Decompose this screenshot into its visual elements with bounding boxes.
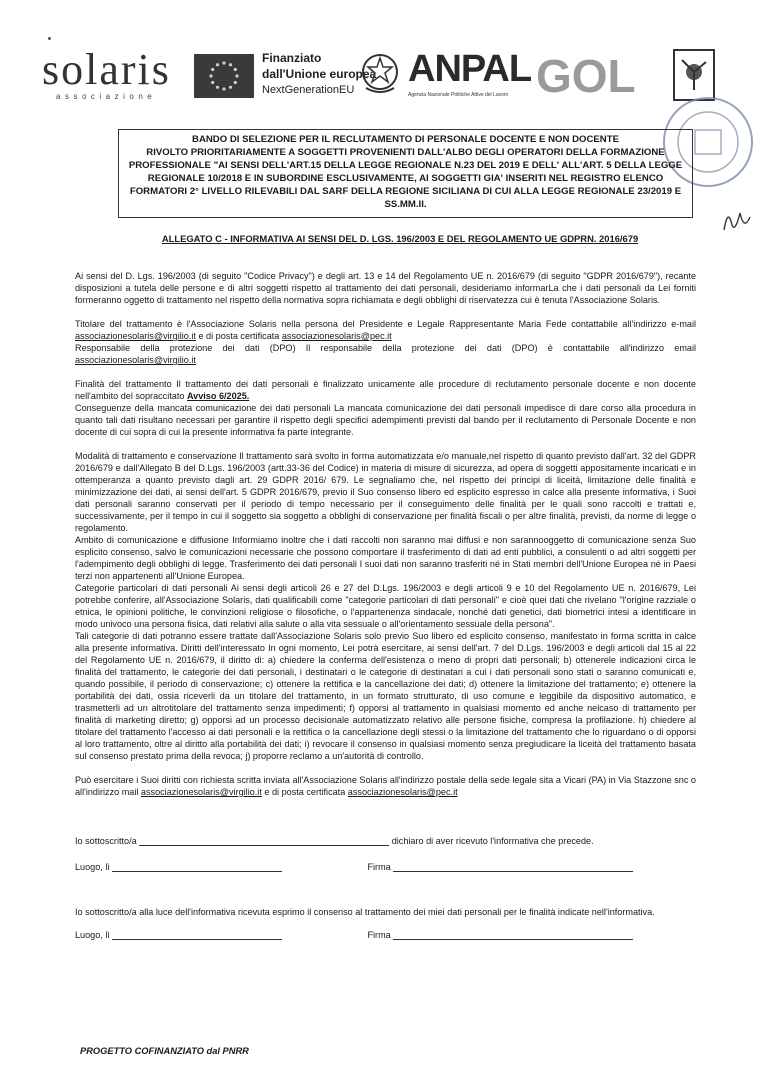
luogo-firma-row-1: Luogo, lì Firma — [75, 862, 633, 872]
consenso-statement: Io sottoscritto/a alla luce dell'informativa ricevuta esprimo il consenso al trattamento dei miei dati personali per le finalità indicate nell'informativa. — [75, 907, 655, 917]
dichiarazione-row: Io sottoscritto/a dichiaro di aver ricevuto l'informativa che precede. — [75, 836, 594, 846]
logo-bar — [42, 40, 732, 110]
eu-flag-icon — [194, 54, 254, 98]
titolare-paragraph: Titolare del trattamento è l'Associazione Solaris nella persona del Presidente e Legale Rappresentante Maria Fede contattabile all'indirizzo e-mail associazionesolaris@virgilio.it e di posta certificata associazionesolaris@pec.it — [75, 319, 696, 341]
repubblica-emblem — [360, 48, 400, 98]
intro-paragraph: Ai sensi del D. Lgs. 196/2003 (di seguito "Codice Privacy") e degli art. 13 e 14 del Regolamento UE n. 2016/679 (di seguito "GDPR 2016/679"), recante disposizioni a tutela delle persone e di altri soggetti rispetto al trattamento dei dati personali, desideriamo informarLa che i dati personali da Lei forniti formeranno oggetto di trattamento nel rispetto della normativa sopra richiamata e degli obblighi di riservatezza cui è tenuta l'Associazione Solaris. — [75, 271, 696, 305]
contact-email-link[interactable]: associazionesolaris@virgilio.it — [140, 787, 262, 797]
dpo-paragraph: Responsabile della protezione dei dati (DPO) Il responsabile della protezione dei dati (DPO) è contattabile all'indirizzo email associazionesolaris@virgilio.it — [75, 343, 696, 365]
pec-link[interactable]: associazionesolaris@pec.it — [281, 331, 392, 341]
eu-logo: Finanziato dall'Unione europea NextGenerationEU — [194, 50, 389, 105]
allegato-title: ALLEGATO C - INFORMATIVA AI SENSI DEL D. LGS. 196/2003 E DEL REGOLAMENTO UE GDPRN. 2016/679 — [161, 233, 639, 244]
handwritten-signature-icon — [722, 205, 762, 235]
luogo-field-1[interactable] — [112, 862, 282, 872]
luogo-field-2[interactable] — [112, 930, 282, 940]
categorie-paragraph: Categorie particolari di dati personali Ai sensi degli articoli 26 e 27 del D.Lgs. 196/2003 e degli articoli 9 e 10 del Regolamento UE n. 2016/679, Lei potrebbe conferire, all'Associazione Solaris, dati qualificabili come "categorie particolari di dati personali" e cioè quei dati che rivelano "l'origine razziale o etnica, le opinioni politiche, le convinzioni religiose o filosofiche, o l'appartenenza sindacale, nonché dati genetici, dati biometrici intesi a identificare in modo univoco una persona fisica, dati relativi alla salute o alla vita sessuale o all'orientamento sessuale della persona". — [75, 583, 696, 629]
conseguenze-paragraph: Conseguenze della mancata comunicazione dei dati personali La mancata comunicazione dei dati personali impedisce di dare corso alla procedura in quanto tali dati risultano necessari per garantire il rispetto degli specifici adempimenti previsti dal bando per il reclutamento di Personale Docente e non docente di cui sopra di cui la presente informativa fa parte integrante. — [75, 403, 696, 437]
firma-field-2[interactable] — [393, 930, 633, 940]
italian-emblem-icon — [360, 48, 400, 98]
finalita-paragraph: Finalità del trattamento Il trattamento dei dati personali è finalizzato unicamente alle procedure di reclutamento personale docente e non docente nell'ambito del sopraccitato Avviso 6/2025. — [75, 379, 696, 401]
esercitare-paragraph: Può esercitare i Suoi diritti con richiesta scritta inviata all'Associazione Solaris all'indirizzo postale della sede legale sita a Vicari (PA) in Via Stazzone snc o all'indirizzo mail associazionesolaris@virgilio.it e di posta certificata associazionesolaris@pec.it — [75, 775, 696, 797]
luogo-firma-row-2: Luogo, lì Firma — [75, 930, 633, 940]
informativa-body — [75, 270, 696, 798]
ambito-paragraph: Ambito di comunicazione e diffusione Informiamo inoltre che i dati raccolti non saranno mai diffusi e non sarannooggetto di comunicazione senza Suo esplicito consenso, salvo le comunicazioni necessarie che possono comportare il trasferimento di dati ad enti pubblici, a consulenti o ad altri soggetti per l'adempimento degli obblighi di legge. Trasferimento dei dati personali I suoi dati non saranno trasferiti né in Stati membri dell'Unione Europea né in Paesi terzi non appartenenti all'Unione Europea. — [75, 535, 696, 581]
contact-pec-link[interactable]: associazionesolaris@pec.it — [347, 787, 458, 797]
diritti-paragraph: Tali categorie di dati potranno essere trattate dall'Associazione Solaris solo previo Suo libero ed esplicito consenso, manifestato in forma scritta in calce alla presente informativa. Diritti dell'interessato In ogni momento, Lei potrà esercitare, ai sensi dell'art. 7 del D.Lgs. 196/2003 e degli articoli dal 15 al 22 del Regolamento UE n. 2016/679, il diritto di: a) chiedere la conferma dell'esistenza o meno di propri dati personali; b) ottenerele indicazioni circa le finalità del trattamento, le categorie dei dati personali, i destinatari o le categorie di destinatari a cui i dati personali sono stati o saranno comunicati e, quando possibile, il periodo di conservazione; c) ottenere la rettifica e la cancellazione dei dati; d) ottenere la limitazione del trattamento; e) ottenere la portabilità dei dati, ossia riceverli da un titolare del trattamento, in un formato strutturato, di uso comune e leggibile da dispositivo automatico, e trasmetterli ad un altrotitolare del trattamento senza impedimenti; f) opporsi al trattamento in qualsiasi momento ed anche nelcaso di trattamento per finalità di marketing diretto; g) opporsi ad un processo decisionale automatizzato relativo alle persone fisiche, compresa la profilazione. h) chiedere al titolare del trattamento l'accesso ai dati personali e la rettifica o la cancellazione degli stessi o la limitazione del trattamento che lo riguardano o di opporsi al loro trattamento, oltre al diritto alla portabilità dei dati; i) revocare il consenso in qualsiasi momento senza pregiudicare la liceità del trattamento basata sul consenso prestato prima della revoca; j) proporre reclamo a un'autorità di controllo. — [75, 631, 696, 761]
bando-title-box: BANDO DI SELEZIONE PER IL RECLUTAMENTO DI PERSONALE DOCENTE E NON DOCENTE RIVOLTO PRIORITARIAMENTE A SOGGETTI PROVENIENTI DALL'ALBO DEGLI OPERATORI DELLA FORMAZIONE PROFESSIONALE "AI SENSI DELL'ART.15 DELLA LEGGE REGIONALE N.23 DEL 2019 E DELL' ALL'ART. 5 DELLA LEGGE REGIONALE 10/2018 E IN SUBORDINE ESCLUSIVAMENTE, AI SOGGETTI GIA' INSERITI NEL REGISTRO ELENCO FORMATORI 2° LIVELLO RILEVABILI DAL SARF DELLA REGIONE SICILIANA DI CUI ALLA LEGGE REGIONALE 23/2019 E SS.MM.II. — [118, 129, 693, 218]
gol-logo — [534, 50, 644, 100]
dpo-email-link[interactable]: associazionesolaris@virgilio.it — [75, 355, 196, 365]
gol-text: GOL — [536, 50, 636, 100]
name-field[interactable] — [139, 836, 389, 846]
solaris-logo: solaris associazione — [42, 45, 171, 101]
modalita-paragraph: Modalità di trattamento e conservazione Il trattamento sarà svolto in forma automatizzata e/o manuale,nel rispetto di quanto previsto dall'art. 32 del GDPR 2016/679 e dall'Allegato B del D.Lgs. 196/2003 (artt.33-36 del Codice) in materia di misure di sicurezza, ad opera di soggetti appositamente incaricati e in ottemperanza a quanto previsto dagli art. 29 GDPR 2016/ 679. Le segnaliamo che, nel rispetto dei principi di liceità, limitazione delle finalità e minimizzazione dei dati, ai sensi dell'art. 5 GDPR 2016/679, previo il Suo consenso libero ed esplicito espresso in calce alla presente informativa, i Suoi dati personali saranno conservati per il periodo di tempo necessario per il conseguimento delle finalità per le quali sono raccolti e trattati e, successivamente, per il tempo in cui il soggetto sia soggetto a obblighi di conservazione per finalità fiscali o per altre finalità, previsti, da norme di legge o regolamento. — [75, 451, 696, 533]
footer-note: PROGETTO COFINANZIATO dal PNRR — [80, 1046, 249, 1056]
avviso-ref: Avviso 6/2025. — [186, 391, 250, 401]
email-link[interactable]: associazionesolaris@virgilio.it — [75, 331, 196, 341]
firma-field-1[interactable] — [393, 862, 633, 872]
anpal-logo: ANPAL Agenzia Nazionale Politiche Attive del Lavoro — [408, 48, 532, 98]
